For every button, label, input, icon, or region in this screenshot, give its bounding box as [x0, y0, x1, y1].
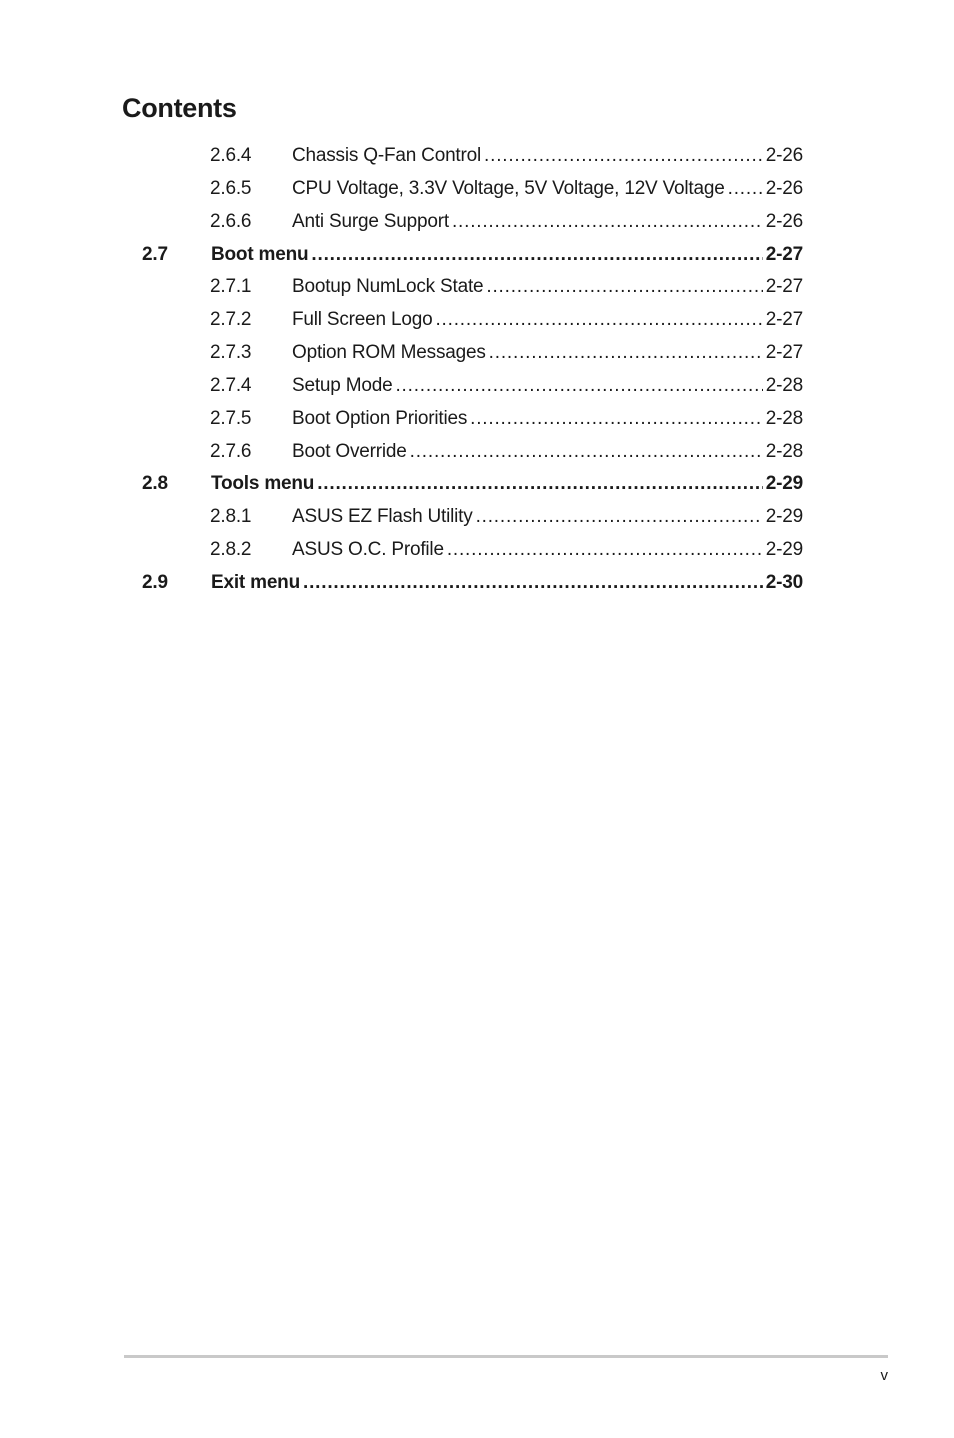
- toc-section-number: 2.9: [142, 571, 168, 593]
- dot-leader: [470, 403, 763, 435]
- toc-entry-number: 2.7.4: [210, 374, 252, 396]
- toc-entry-number: 2.7.3: [210, 342, 252, 364]
- toc-entry-title: Option ROM Messages: [292, 337, 489, 369]
- toc-entry-2-8-1[interactable]: [0, 501, 954, 534]
- dot-leader: [303, 567, 763, 599]
- footer-divider: [124, 1355, 888, 1358]
- toc-section-page: 2-29: [763, 468, 803, 500]
- toc-entry-2-8-2[interactable]: [0, 534, 954, 567]
- toc-entry-2-7-2[interactable]: [0, 304, 954, 337]
- page-title: Contents: [122, 93, 237, 123]
- toc-entry-number: 2.8.1: [210, 506, 252, 528]
- toc-entry-page: 2-26: [763, 140, 803, 172]
- toc-entry-2-7-3[interactable]: [0, 337, 954, 370]
- table-of-contents: [0, 140, 954, 600]
- toc-entry-page: 2-28: [763, 370, 803, 402]
- toc-section-page: 2-27: [763, 239, 803, 271]
- toc-entry-page: 2-26: [763, 173, 803, 205]
- toc-entry-number: 2.7.6: [210, 440, 252, 462]
- toc-entry-number: 2.7.5: [210, 407, 252, 429]
- toc-section-title: Boot menu: [211, 239, 311, 271]
- dot-leader: [447, 534, 763, 566]
- toc-entry-number: 2.6.5: [210, 177, 252, 199]
- toc-entry-title: Full Screen Logo: [292, 304, 435, 336]
- dot-leader: [476, 501, 763, 533]
- toc-section-number: 2.7: [142, 243, 168, 265]
- toc-entry-page: 2-27: [763, 271, 803, 303]
- toc-entry-page: 2-27: [763, 337, 803, 369]
- page-number: v: [880, 1367, 888, 1384]
- toc-section-2-9[interactable]: [0, 567, 954, 600]
- toc-entry-title: ASUS EZ Flash Utility: [292, 501, 476, 533]
- toc-entry-page: 2-29: [763, 501, 803, 533]
- toc-section-title: Exit menu: [211, 567, 303, 599]
- toc-entry-2-7-5[interactable]: [0, 403, 954, 436]
- toc-entry-number: 2.6.6: [210, 210, 252, 232]
- toc-section-number: 2.8: [142, 473, 168, 495]
- toc-entry-page: 2-28: [763, 403, 803, 435]
- toc-entry-number: 2.6.4: [210, 145, 252, 166]
- dot-leader: [410, 436, 763, 468]
- toc-entry-2-6-5[interactable]: [0, 173, 954, 206]
- toc-section-title: Tools menu: [211, 468, 317, 500]
- toc-entry-title: Boot Override: [292, 436, 410, 468]
- toc-entry-2-7-6[interactable]: [0, 436, 954, 469]
- dot-leader: [317, 468, 763, 500]
- toc-entry-2-6-6[interactable]: [0, 206, 954, 239]
- toc-entry-title: Anti Surge Support: [292, 206, 452, 238]
- toc-entry-title: Chassis Q-Fan Control: [292, 140, 484, 172]
- toc-entry-title: Bootup NumLock State: [292, 271, 486, 303]
- toc-entry-title: ASUS O.C. Profile: [292, 534, 447, 566]
- toc-entry-page: 2-29: [763, 534, 803, 566]
- dot-leader: [486, 271, 762, 303]
- dot-leader: [489, 337, 763, 369]
- toc-entry-page: 2-26: [763, 206, 803, 238]
- toc-section-2-8[interactable]: [0, 468, 954, 501]
- toc-entry-page: 2-27: [763, 304, 803, 336]
- dot-leader: [728, 173, 763, 205]
- dot-leader: [484, 140, 763, 172]
- dot-leader: [452, 206, 763, 238]
- toc-entry-2-7-1[interactable]: [0, 271, 954, 304]
- toc-entry-2-7-4[interactable]: [0, 370, 954, 403]
- toc-section-2-7[interactable]: [0, 239, 954, 272]
- toc-entry-page: 2-28: [763, 436, 803, 468]
- dot-leader: [311, 239, 762, 271]
- dot-leader: [395, 370, 762, 402]
- dot-leader: [435, 304, 762, 336]
- toc-entry-2-6-4[interactable]: [0, 140, 954, 173]
- toc-entry-title: Setup Mode: [292, 370, 395, 402]
- toc-entry-number: 2.8.2: [210, 539, 252, 561]
- toc-entry-title: Boot Option Priorities: [292, 403, 470, 435]
- toc-entry-number: 2.7.2: [210, 309, 252, 331]
- toc-section-page: 2-30: [763, 567, 803, 599]
- toc-entry-number: 2.7.1: [210, 276, 252, 298]
- toc-entry-title: CPU Voltage, 3.3V Voltage, 5V Voltage, 12V Voltage: [292, 173, 728, 205]
